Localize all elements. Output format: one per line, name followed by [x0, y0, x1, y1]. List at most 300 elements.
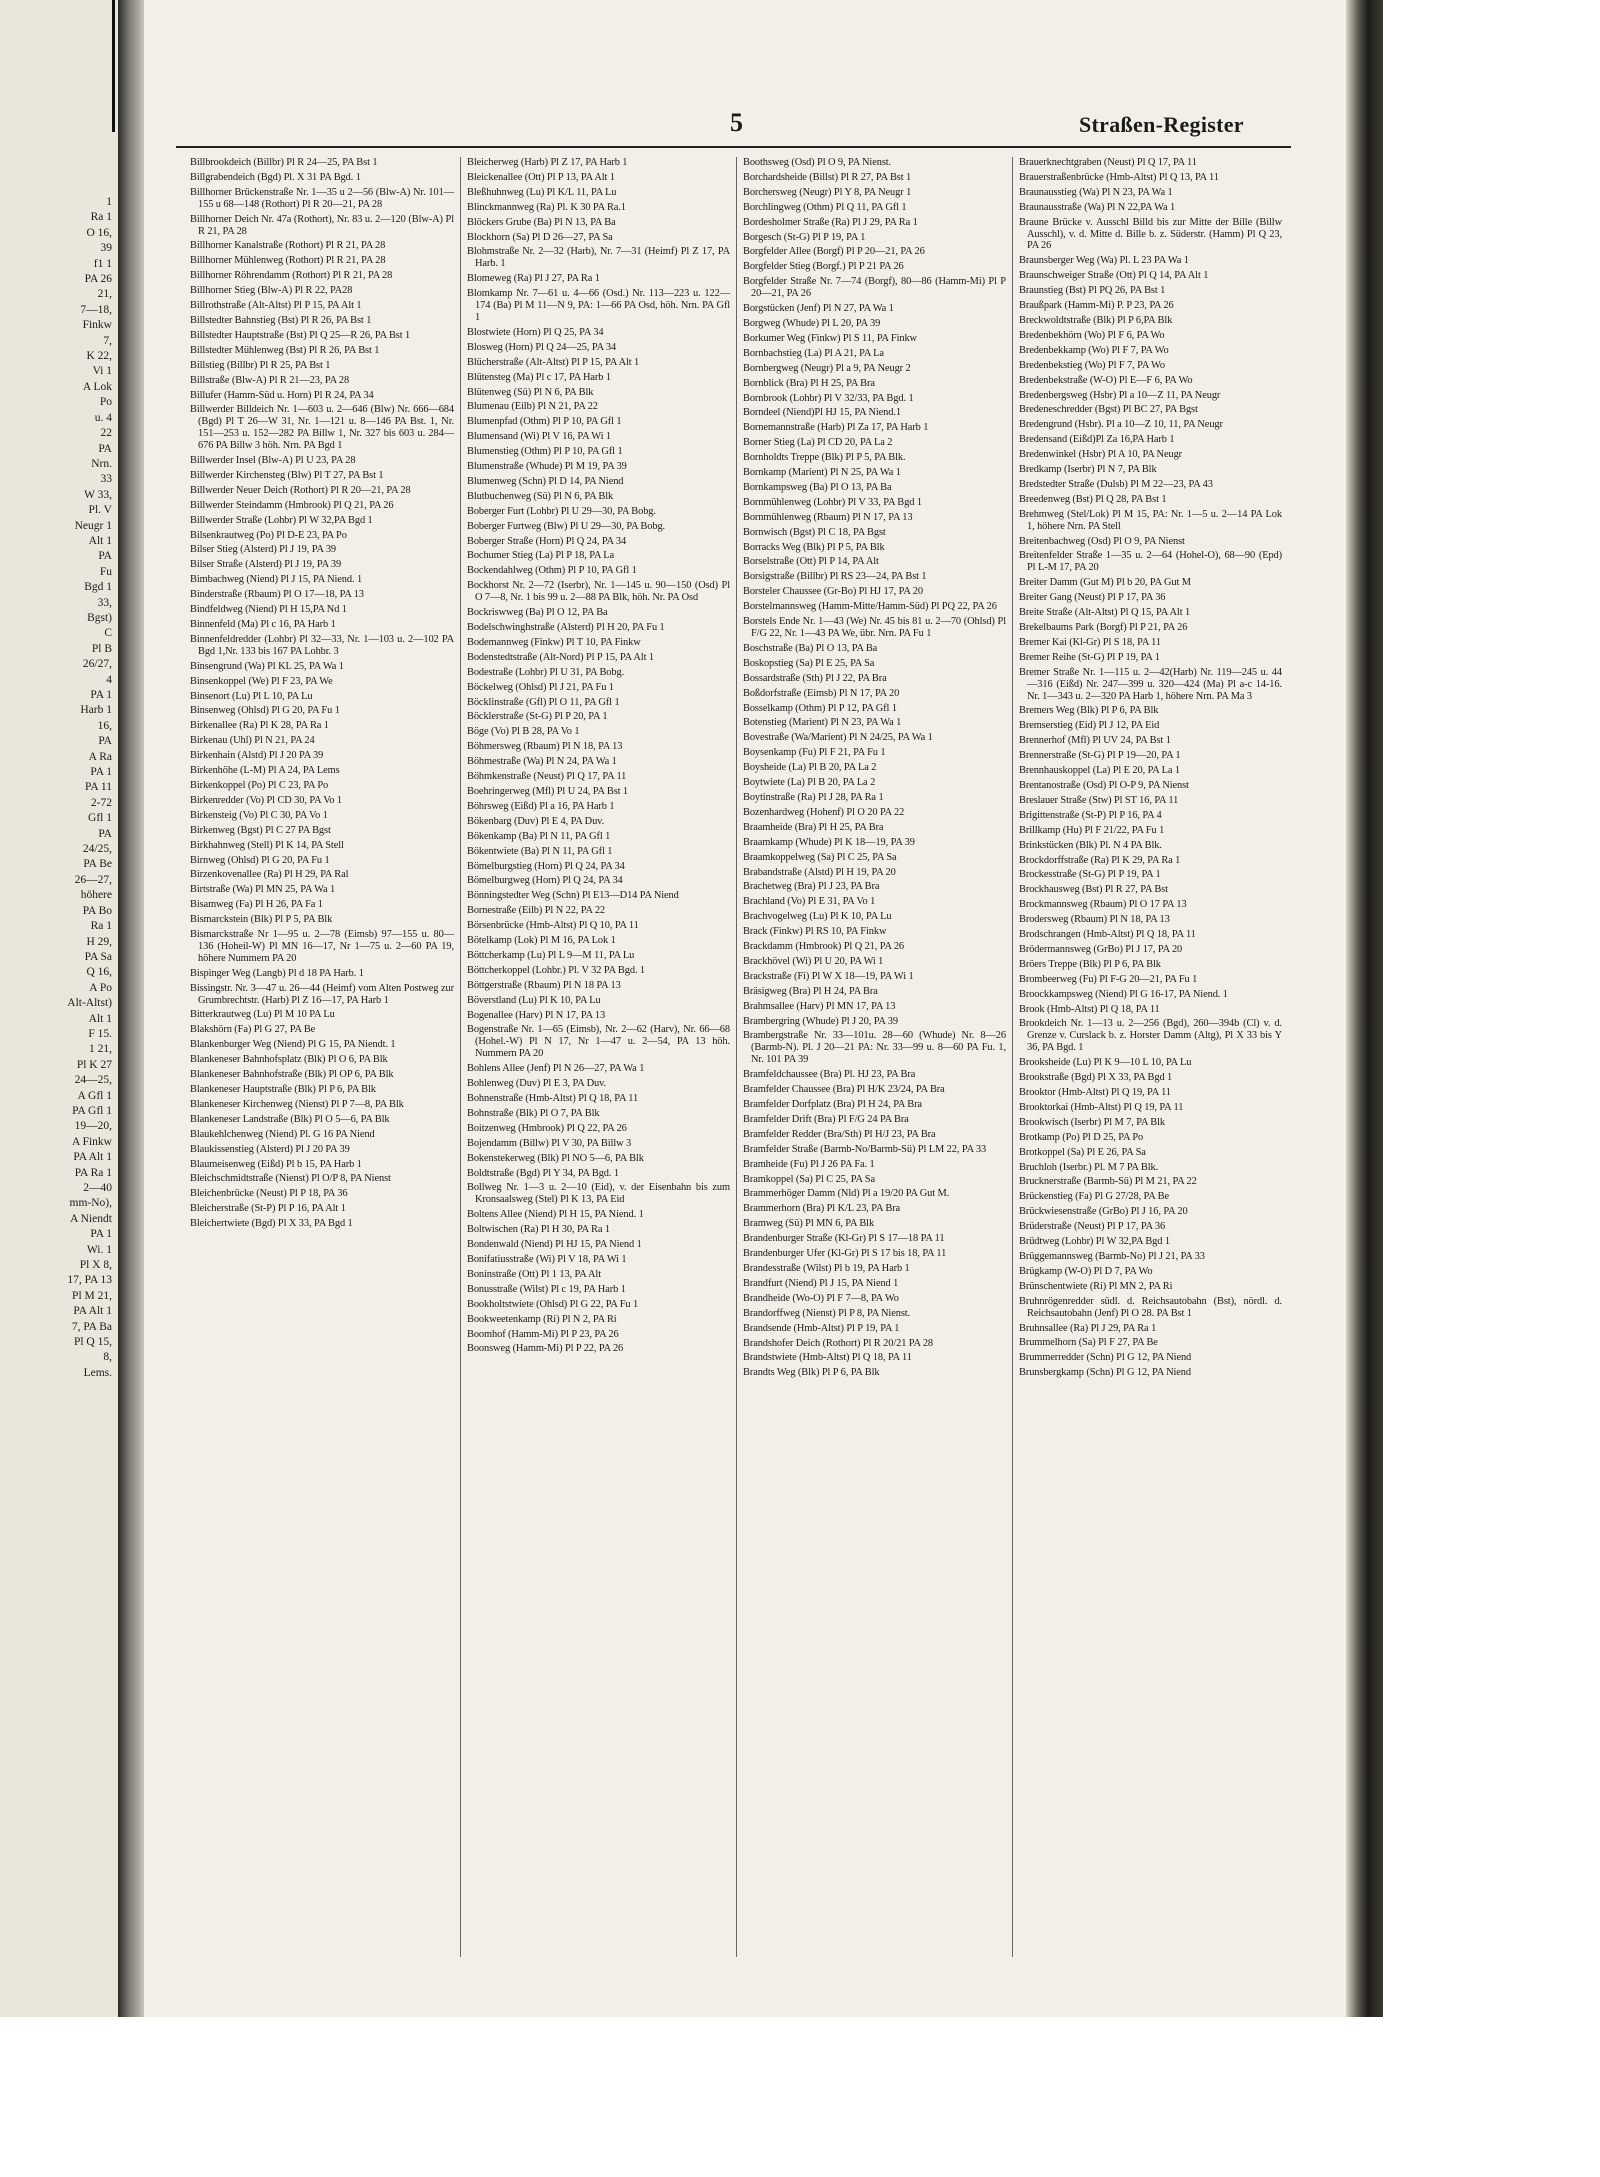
- street-entry: Billstieg (Billbr) Pl R 25, PA Bst 1: [190, 359, 331, 371]
- street-entry: Blostwiete (Horn) Pl Q 25, PA 34: [467, 326, 604, 338]
- street-entry: Blaukehlchenweg (Niend) Pl. G 16 PA Niend: [190, 1128, 375, 1140]
- street-entry: Boothsweg (Osd) Pl O 9, PA Nienst.: [743, 157, 892, 168]
- street-entry: Böcklerstraße (St-G) Pl P 20, PA 1: [467, 711, 608, 723]
- street-entry: Bredeneschredder (Bgst) Pl BC 27, PA Bgst: [1019, 404, 1198, 416]
- fragment-line: 2-72: [90, 796, 112, 809]
- street-entry: Braunsberger Weg (Wa) Pl. L 23 PA Wa 1: [1019, 255, 1189, 267]
- street-entry: Brennerstraße (St-G) Pl P 19—20, PA 1: [1019, 750, 1181, 762]
- street-entry: Brandenburger Ufer (Kl-Gr) Pl S 17 bis 18, PA 11: [743, 1248, 947, 1260]
- street-entry: Bispinger Weg (Langb) Pl d 18 PA Harb. 1: [190, 967, 364, 979]
- street-entry: Bilser Stieg (Alsterd) Pl J 19, PA 39: [190, 544, 337, 556]
- street-entry: Brehmweg (Stel/Lok) Pl M 15, PA: Nr. 1—5 u. 2—14 PA Lok 1, höhere Nrn. PA Stell: [1019, 508, 1282, 532]
- street-entry: Borkumer Weg (Finkw) Pl S 11, PA Finkw: [743, 332, 917, 344]
- street-entry: Brucknerstraße (Barmb-Sü) Pl M 21, PA 22: [1019, 1176, 1197, 1188]
- street-entry: Birkhahnweg (Stell) Pl K 14, PA Stell: [190, 839, 344, 851]
- street-entry: Boldtstraße (Bgd) Pl Y 34, PA Bgd. 1: [467, 1167, 619, 1179]
- street-entry: Brotkoppel (Sa) Pl E 26, PA Sa: [1019, 1146, 1146, 1158]
- street-entry: Billstedter Hauptstraße (Bst) Pl Q 25—R 26, PA Bst 1: [190, 329, 411, 341]
- fragment-line: A Gfl 1: [77, 1089, 112, 1102]
- fragment-line: Finkw: [82, 319, 112, 332]
- street-entry: Brekelbaums Park (Borgf) Pl P 21, PA 26: [1019, 622, 1188, 633]
- street-entry: Boberger Straße (Horn) Pl Q 24, PA 34: [467, 535, 627, 547]
- street-entry: Brillkamp (Hu) Pl F 21/22, PA Fu 1: [1019, 824, 1165, 836]
- fragment-line: Bgd 1: [84, 581, 112, 594]
- street-entry: Bramfelder Straße (Barmb-No/Barmb-Sü) Pl LM 22, PA 33: [743, 1143, 987, 1155]
- street-entry: Bönningstedter Weg (Schn) Pl E13—D14 PA Niend: [467, 890, 679, 902]
- street-entry: Billhorner Röhrendamm (Rothort) Pl R 21, PA 28: [190, 270, 393, 282]
- street-entry: Blaumeisenweg (Eißd) Pl b 15, PA Harb 1: [190, 1158, 362, 1170]
- street-entry: Blankenburger Weg (Niend) Pl G 15, PA Niendt. 1: [190, 1039, 396, 1051]
- street-entry: Blutbuchenweg (Sü) Pl N 6, PA Blk: [467, 490, 614, 502]
- fragment-line: PA 26: [84, 273, 112, 286]
- fragment-line: 26—27,: [74, 873, 112, 886]
- street-entry: Braamheide (Bra) Pl H 25, PA Bra: [743, 821, 884, 833]
- street-entry: Breiter Damm (Gut M) Pl b 20, PA Gut M: [1019, 577, 1191, 589]
- street-entry: Bodenstedtstraße (Alt-Nord) Pl P 15, PA Alt 1: [467, 651, 654, 663]
- street-entry: Bornbrook (Lohbr) Pl V 32/33, PA Bgd. 1: [743, 392, 914, 404]
- running-title: Straßen-Register: [1079, 112, 1244, 137]
- street-entry: Borndeel (Niend)Pl HJ 15, PA Niend.1: [743, 407, 901, 419]
- street-entry: Boonsweg (Hamm-Mi) Pl P 22, PA 26: [467, 1343, 624, 1355]
- street-entry: Blankeneser Bahnhofsplatz (Blk) Pl O 6, PA Blk: [190, 1054, 388, 1066]
- fragment-line: K 22,: [86, 350, 112, 363]
- street-entry: Brammerhöger Damm (Nld) Pl a 19/20 PA Gut M.: [743, 1188, 950, 1200]
- street-entry: Bruchloh (Iserbr.) Pl. M 7 PA Blk.: [1019, 1161, 1159, 1173]
- street-entry: Bredenwinkel (Hsbr) Pl A 10, PA Neugr: [1019, 449, 1183, 461]
- street-entry: Braunausstraße (Wa) Pl N 22,PA Wa 1: [1019, 201, 1176, 213]
- fragment-line: O 16,: [86, 226, 112, 239]
- street-entry: Billhorner Kanalstraße (Rothort) Pl R 21, PA 28: [190, 240, 386, 252]
- street-entry: Blankeneser Bahnhofstraße (Blk) Pl OP 6, PA Blk: [190, 1069, 394, 1081]
- street-entry: Boysheide (La) Pl B 20, PA La 2: [743, 762, 877, 774]
- street-entry: Böhmersweg (Rbaum) Pl N 18, PA 13: [467, 741, 623, 753]
- street-entry: Brockmannsweg (Rbaum) Pl O 17 PA 13: [1019, 899, 1187, 911]
- street-entry: Boltens Allee (Niend) Pl H 15, PA Niend. 1: [467, 1209, 644, 1221]
- street-entry: Bleichenbrücke (Neust) Pl P 18, PA 36: [190, 1188, 348, 1200]
- street-entry: Bornkamp (Marient) Pl N 25, PA Wa 1: [743, 467, 901, 479]
- street-entry: Borchardsheide (Billst) Pl R 27, PA Bst 1: [743, 171, 912, 183]
- fragment-line: Harb 1: [80, 704, 112, 717]
- street-entry: Brüdtweg (Lohbr) Pl W 32,PA Bgd 1: [1019, 1236, 1170, 1248]
- street-entry: Blohmstraße Nr. 2—32 (Harb), Nr. 7—31 (Heimf) Pl Z 17, PA Harb. 1: [467, 246, 730, 270]
- street-entry: Bökenkamp (Ba) Pl N 11, PA Gfl 1: [467, 830, 611, 842]
- street-entry: Brinkstücken (Blk) Pl. N 4 PA Blk.: [1019, 839, 1162, 851]
- street-entry: Borgfelder Straße Nr. 7—74 (Borgf), 80—86 (Hamm-Mi) Pl P 20—21, PA 26: [743, 276, 1006, 300]
- street-entry: Brooktor (Hmb-Altst) Pl Q 19, PA 11: [1019, 1087, 1171, 1098]
- street-entry: Brückwiesenstraße (GrBo) Pl J 16, PA 20: [1019, 1206, 1188, 1218]
- street-entry: Brooksheide (Lu) Pl K 9—10 L 10, PA Lu: [1019, 1057, 1192, 1069]
- street-entry: Binsengrund (Wa) Pl KL 25, PA Wa 1: [190, 660, 344, 672]
- street-entry: Brombeerweg (Fu) Pl F-G 20—21, PA Fu 1: [1019, 973, 1198, 985]
- street-entry: Bredengrund (Hsbr). Pl a 10—Z 10, 11, PA Neugr: [1019, 419, 1223, 431]
- street-entry: Bornbachstieg (La) Pl A 21, PA La: [743, 347, 884, 359]
- street-entry: Bramweg (Sü) Pl MN 6, PA Blk: [743, 1218, 875, 1230]
- street-entry: Brückenstieg (Fa) Pl G 27/28, PA Be: [1019, 1191, 1169, 1203]
- street-entry: Billrothstraße (Alt-Altst) Pl P 15, PA Alt 1: [190, 300, 362, 312]
- street-entry: Blütensteg (Ma) Pl c 17, PA Harb 1: [467, 371, 611, 383]
- street-entry: Billwerder Kirchensteg (Blw) Pl T 27, PA Bst 1: [190, 469, 384, 481]
- street-entry: Bohlenweg (Duv) Pl E 3, PA Duv.: [467, 1078, 607, 1090]
- fragment-line: 1: [106, 196, 112, 208]
- street-entry: Brahmsallee (Harv) Pl MN 17, PA 13: [743, 1000, 896, 1012]
- street-entry: Borstelmannsweg (Hamm-Mitte/Hamm-Süd) Pl PQ 22, PA 26: [743, 601, 997, 613]
- fragment-line: Po: [99, 396, 112, 409]
- register-column-4: [1012, 157, 1288, 1957]
- street-entry: Brandesstraße (Wilst) Pl b 19, PA Harb 1: [743, 1262, 910, 1274]
- street-entry: Brachetweg (Bra) Pl J 23, PA Bra: [743, 881, 880, 893]
- previous-page-rule: [0, 0, 115, 132]
- street-entry: Bonifatiusstraße (Wi) Pl V 18, PA Wi 1: [467, 1253, 627, 1265]
- street-entry: Braunschweiger Straße (Ott) Pl Q 14, PA Alt 1: [1019, 270, 1209, 282]
- street-entry: Brigittenstraße (St-P) Pl P 16, PA 4: [1019, 809, 1162, 821]
- register-columns: [184, 157, 1291, 1957]
- street-entry: Bremer Reihe (St-G) Pl P 19, PA 1: [1019, 651, 1160, 663]
- header-rule: [176, 146, 1291, 148]
- street-entry: Bleicherweg (Harb) Pl Z 17, PA Harb 1: [467, 157, 628, 168]
- fragment-line: 22: [100, 427, 112, 440]
- street-entry: Bookholtstwiete (Ohlsd) Pl G 22, PA Fu 1: [467, 1298, 639, 1310]
- street-entry: Bitterkrautweg (Lu) Pl M 10 PA Lu: [190, 1009, 335, 1021]
- street-entry: Boninstraße (Ott) Pl 1 13, PA Alt: [467, 1268, 602, 1280]
- street-entry: Bökentwiete (Ba) Pl N 11, PA Gfl 1: [467, 845, 613, 857]
- street-entry: Billwerder Insel (Blw-A) Pl U 23, PA 28: [190, 455, 356, 467]
- street-entry: Bredensand (Eißd)Pl Za 16,PA Harb 1: [1019, 434, 1175, 446]
- street-entry: Böttcherkamp (Lu) Pl L 9—M 11, PA Lu: [467, 949, 635, 961]
- street-entry: Blücherstraße (Alt-Altst) Pl P 15, PA Alt 1: [467, 356, 640, 368]
- fragment-line: Pl X 8,: [79, 1259, 112, 1272]
- street-entry: Braune Brücke v. Ausschl Billd bis zur Mitte der Bille (Billw Ausschl), v. d. Mitte d. Bille b. z. Süderstr. (Hamm) Pl Q 23, PA 26: [1019, 216, 1282, 252]
- street-entry: Bömelburgweg (Horn) Pl Q 24, PA 34: [467, 875, 623, 887]
- street-entry: Boitzenweg (Hmbrook) Pl Q 22, PA 26: [467, 1122, 627, 1134]
- street-entry: Blakshörn (Fa) Pl G 27, PA Be: [190, 1024, 316, 1036]
- street-entry: Brauerknechtgraben (Neust) Pl Q 17, PA 11: [1019, 157, 1197, 168]
- street-entry: Braußpark (Hamm-Mi) P. P 23, PA 26: [1019, 300, 1174, 312]
- street-entry: Binnenfeldredder (Lohbr) Pl 32—33, Nr. 1—103 u. 2—102 PA Bgd 1,Nr. 133 bis 167 PA Lohbr. 3: [190, 633, 454, 657]
- street-entry: Bohlens Allee (Jenf) Pl N 26—27, PA Wa 1: [467, 1063, 645, 1075]
- street-entry: Boberger Furtweg (Blw) Pl U 29—30, PA Bobg.: [467, 520, 666, 532]
- street-entry: Birkenhain (Alstd) Pl J 20 PA 39: [190, 750, 324, 762]
- street-entry: Bramfelder Drift (Bra) Pl F/G 24 PA Bra: [743, 1113, 909, 1125]
- book-gutter: [118, 0, 144, 2017]
- fragment-line: Alt 1: [88, 534, 112, 547]
- street-entry: Breitenbachweg (Osd) Pl O 9, PA Nienst: [1019, 535, 1185, 547]
- street-entry: Brachland (Vo) Pl E 31, PA Vo 1: [743, 896, 876, 908]
- street-entry: Brack (Finkw) Pl RS 10, PA Finkw: [743, 926, 887, 938]
- street-entry: Böckelweg (Ohlsd) Pl J 21, PA Fu 1: [467, 681, 614, 693]
- street-entry: Billstedter Bahnstieg (Bst) Pl R 26, PA Bst 1: [190, 314, 372, 326]
- street-entry: Brandstwiete (Hmb-Altst) Pl Q 18, PA 11: [743, 1352, 912, 1364]
- fragment-line: W 33,: [84, 488, 112, 501]
- street-entry: Bredstedter Straße (Dulsb) Pl M 22—23, PA 43: [1019, 478, 1213, 490]
- fragment-line: PA Gfl 1: [72, 1104, 112, 1117]
- street-entry: Boehringerweg (Mfl) Pl U 24, PA Bst 1: [467, 785, 629, 797]
- fragment-line: 33: [100, 473, 112, 486]
- street-entry: Bossardstraße (Sth) Pl J 22, PA Bra: [743, 672, 887, 684]
- fragment-line: PA 1: [90, 766, 112, 779]
- street-entry: Börsenbrücke (Hmb-Altst) Pl Q 10, PA 11: [467, 920, 639, 932]
- street-entry: Bismarckstein (Blk) Pl P 5, PA Blk: [190, 914, 333, 926]
- street-entry: Brennerhof (Mfl) Pl UV 24, PA Bst 1: [1019, 735, 1171, 747]
- street-entry: Birkenallee (Ra) Pl K 28, PA Ra 1: [190, 720, 329, 732]
- street-entry: Brandsende (Hmb-Altst) Pl P 19, PA 1: [743, 1322, 900, 1334]
- fragment-line: 24/25,: [82, 843, 112, 856]
- street-entry: Bilsenkrautweg (Po) Pl D-E 23, PA Po: [190, 529, 347, 541]
- street-entry: Bramfelder Chaussee (Bra) Pl H/K 23/24, PA Bra: [743, 1084, 945, 1096]
- street-entry: Bredenbekkamp (Wo) Pl F 7, PA Wo: [1019, 344, 1169, 356]
- street-entry: Brackdamm (Hmbrook) Pl Q 21, PA 26: [743, 941, 905, 953]
- fragment-line: PA: [98, 442, 112, 455]
- street-entry: Birkenredder (Vo) Pl CD 30, PA Vo 1: [190, 794, 342, 806]
- street-entry: Bleichertwiete (Bgd) Pl X 33, PA Bgd 1: [190, 1218, 353, 1230]
- street-entry: Boytinstraße (Ra) Pl J 28, PA Ra 1: [743, 791, 884, 803]
- street-entry: Brookstraße (Bgd) Pl X 33, PA Bgd 1: [1019, 1072, 1173, 1084]
- street-entry: Brandts Weg (Blk) Pl P 6, PA Blk: [743, 1367, 880, 1379]
- street-entry: Bogenallee (Harv) Pl N 17, PA 13: [467, 1009, 606, 1021]
- fragment-line: Pl K 27: [76, 1058, 112, 1071]
- street-entry: Blumenpfad (Othm) Pl P 10, PA Gfl 1: [467, 416, 622, 428]
- street-entry: Blomkamp Nr. 7—61 u. 4—66 (Osd.) Nr. 113—223 u. 122—174 (Ba) Pl M 11—N 9, PA: 1—66 PA Osd, höh. Nrn. PA Gfl 1: [467, 288, 730, 323]
- street-entry: Bramfelder Dorfplatz (Bra) Pl H 24, PA Bra: [743, 1099, 922, 1110]
- street-entry: Bojendamm (Billw) Pl V 30, PA Billw 3: [467, 1137, 632, 1149]
- street-entry: Billufer (Hamm-Süd u. Horn) Pl R 24, PA 34: [190, 389, 374, 401]
- street-entry: Bockriswweg (Ba) Pl O 12, PA Ba: [467, 607, 608, 619]
- fragment-line: 4: [106, 673, 112, 686]
- fragment-line: A Ra: [88, 750, 112, 763]
- street-entry: Böcklinstraße (Gfl) Pl O 11, PA Gfl 1: [467, 696, 620, 708]
- street-entry: Blaukissenstieg (Alsterd) Pl J 20 PA 39: [190, 1143, 350, 1155]
- street-entry: Bosselkamp (Othm) Pl P 12, PA Gfl 1: [743, 702, 897, 714]
- fragment-line: Ra 1: [90, 920, 112, 933]
- street-entry: Brauerstraßenbrücke (Hmb-Altst) Pl Q 13, PA 11: [1019, 171, 1219, 183]
- street-entry: Bismarckstraße Nr 1—95 u. 2—78 (Eimsb) 97—155 u. 80—136 (Hoheil-W) Pl MN 16—17, Nr 1—75 u. 2—60 PA 19, höhere Nummern PA 20: [190, 929, 454, 964]
- fragment-line: Vi 1: [92, 365, 112, 378]
- street-entry: Brandorffweg (Nienst) Pl P 8, PA Nienst.: [743, 1307, 911, 1319]
- street-entry: Blumenstraße (Whude) Pl M 19, PA 39: [467, 461, 627, 473]
- street-entry: Braunstieg (Bst) Pl PQ 26, PA Bst 1: [1019, 285, 1166, 297]
- street-entry: Brummerredder (Schn) Pl G 12, PA Niend: [1019, 1352, 1192, 1364]
- street-entry: Bornblick (Bra) Pl H 25, PA Bra: [743, 377, 875, 389]
- fragment-line: 8,: [103, 1351, 112, 1364]
- street-entry: Bockhorst Nr. 2—72 (Iserbr), Nr. 1—145 u. 90—150 (Osd) Pl O 7—8, Nr. 1 bis 99 u. 2—88 PA Blk, höh. Nr. PA Osd: [467, 580, 730, 604]
- street-entry: Blumenweg (Schn) Pl D 14, PA Niend: [467, 475, 624, 487]
- street-entry: Brandfurt (Niend) Pl J 15, PA Niend 1: [743, 1277, 899, 1289]
- fragment-line: Alt-Altst): [67, 997, 112, 1010]
- street-entry: Bleichschmidtstraße (Nienst) Pl O/P 8, PA Nienst: [190, 1173, 391, 1185]
- fragment-line: A Finkw: [72, 1135, 112, 1148]
- street-entry: Bovestraße (Wa/Marient) Pl N 24/25, PA Wa 1: [743, 732, 933, 744]
- street-entry: Blumenau (Eilb) Pl N 21, PA 22: [467, 401, 598, 413]
- street-entry: Billhorner Stieg (Blw-A) Pl R 22, PA28: [190, 285, 353, 297]
- street-entry: Blumensand (Wi) Pl V 16, PA Wi 1: [467, 431, 611, 443]
- street-entry: Brackhövel (Wi) Pl U 20, PA Wi 1: [743, 955, 884, 967]
- street-entry: Borracks Weg (Blk) Pl P 5, PA Blk: [743, 541, 885, 553]
- street-entry: Boytwiete (La) Pl B 20, PA La 2: [743, 777, 876, 789]
- street-entry: Bramfelder Redder (Bra/Sth) Pl H/J 23, PA Bra: [743, 1128, 936, 1140]
- street-entry: Borgesch (St-G) Pl P 19, PA 1: [743, 231, 866, 243]
- street-entry: Bredenbergsweg (Hsbr) Pl a 10—Z 11, PA Neugr: [1019, 389, 1221, 401]
- street-entry: Bornmühlenweg (Rbaum) Pl N 17, PA 13: [743, 511, 913, 523]
- street-entry: Borgfelder Stieg (Borgf.) Pl P 21 PA 26: [743, 261, 904, 273]
- street-entry: Birzenkovenallee (Ra) Pl H 29, PA Ral: [190, 869, 349, 881]
- street-entry: Bömelburgstieg (Horn) Pl Q 24, PA 34: [467, 860, 625, 872]
- street-entry: Böhmestraße (Wa) Pl N 24, PA Wa 1: [467, 756, 617, 768]
- street-entry: Bockendahlweg (Othm) Pl P 10, PA Gfl 1: [467, 565, 637, 577]
- street-entry: Borstels Ende Nr. 1—43 (We) Nr. 45 bis 81 u. 2—70 (Ohlsd) Pl F/G 22, Nr. 1—43 PA We, übr. Nrn. PA Fu 1: [743, 616, 1006, 639]
- street-entry: Brook (Hmb-Altst) Pl Q 18, PA 11: [1019, 1003, 1160, 1015]
- street-entry: Böhrsweg (Eißd) Pl a 16, PA Harb 1: [467, 800, 615, 812]
- street-entry: Birkensteig (Vo) Pl C 30, PA Vo 1: [190, 809, 328, 821]
- street-entry: Brandheide (Wo-O) Pl F 7—8, PA Wo: [743, 1292, 899, 1304]
- street-entry: Brachvogelweg (Lu) Pl K 10, PA Lu: [743, 911, 892, 923]
- street-entry: Boberger Furt (Lohbr) Pl U 29—30, PA Bobg.: [467, 505, 656, 517]
- fragment-line: PA Bo: [82, 904, 112, 917]
- street-entry: Bodelschwinghstraße (Alsterd) Pl H 20, PA Fu 1: [467, 622, 665, 633]
- street-entry: Boskopstieg (Sa) Pl E 25, PA Sa: [743, 657, 875, 669]
- street-entry: Brambergstraße Nr. 33—101u. 28—60 (Whude) Nr. 8—26 (Barmb-N). Pl. J 20—21 PA: Nr. 33—99 u. 8—60 PA Fu. 1, Nr. 101 PA 39: [743, 1030, 1006, 1066]
- street-entry: Birkenau (Uhl) Pl N 21, PA 24: [190, 735, 315, 747]
- street-entry: Bornbergweg (Neugr) Pl a 9, PA Neugr 2: [743, 362, 911, 374]
- street-entry: Bornmühlenweg (Lohbr) Pl V 33, PA Bgd 1: [743, 496, 922, 508]
- street-entry: Bissingstr. Nr. 3—47 u. 26—44 (Heimf) vom Alten Postweg zur Grumbrechtstr. (Harb) Pl Z 16—17, PA Harb 1: [190, 982, 454, 1006]
- street-entry: Billwerder Steindamm (Hmbrook) Pl Q 21, PA 26: [190, 499, 394, 511]
- street-register-page: [144, 0, 1346, 2017]
- fragment-line: 2—40: [83, 1182, 112, 1194]
- street-entry: Bökenbarg (Duv) Pl E 4, PA Duv.: [467, 815, 605, 827]
- street-entry: Bondenwald (Niend) Pl HJ 15, PA Niend 1: [467, 1239, 642, 1251]
- fragment-line: f1 1: [93, 257, 112, 270]
- fragment-line: Pl B: [91, 642, 112, 655]
- street-entry: Billwerder Neuer Deich (Rothort) Pl R 20—21, PA 28: [190, 484, 411, 496]
- fragment-line: 21,: [97, 288, 112, 301]
- street-entry: Bröers Treppe (Blk) Pl P 6, PA Blk: [1019, 958, 1161, 970]
- fragment-line: Pl M 21,: [72, 1289, 112, 1302]
- street-entry: Braamkamp (Whude) Pl K 18—19, PA 39: [743, 836, 915, 848]
- street-entry: Brockhausweg (Bst) Pl R 27, PA Bst: [1019, 884, 1168, 896]
- street-entry: Billstraße (Blw-A) Pl R 21—23, PA 28: [190, 374, 350, 386]
- street-entry: Brotkamp (Po) Pl D 25, PA Po: [1019, 1131, 1144, 1143]
- street-entry: Blöckers Grube (Ba) Pl N 13, PA Ba: [467, 216, 616, 228]
- street-entry: Bleicherstraße (St-P) Pl P 16, PA Alt 1: [190, 1203, 346, 1215]
- street-entry: Binsenkoppel (We) Pl F 23, PA We: [190, 675, 333, 687]
- street-entry: Bilser Straße (Alsterd) Pl J 19, PA 39: [190, 559, 342, 571]
- street-entry: Birtstraße (Wa) Pl MN 25, PA Wa 1: [190, 884, 336, 896]
- street-entry: Braamkoppelweg (Sa) Pl C 25, PA Sa: [743, 851, 897, 863]
- fragment-line: A Lok: [82, 380, 112, 393]
- street-entry: Brabandstraße (Alstd) Pl H 19, PA 20: [743, 866, 896, 878]
- fragment-line: PA Ra 1: [74, 1166, 112, 1179]
- previous-page-edge: [0, 0, 118, 2017]
- street-entry: Bruhnrögenredder südl. d. Reichsautobahn (Bst), nördl. d. Reichsautobahn (Jenf) Pl O 28. PA Bst 1: [1019, 1295, 1282, 1319]
- street-entry: Borgstücken (Jenf) Pl N 27, PA Wa 1: [743, 303, 894, 315]
- street-entry: Blinckmannweg (Ra) Pl. K 30 PA Ra.1: [467, 201, 626, 213]
- street-entry: Billgrabendeich (Bgd) Pl. X 31 PA Bgd. 1: [190, 171, 361, 183]
- fragment-line: 19—20,: [74, 1120, 112, 1133]
- street-entry: Bodemannweg (Finkw) Pl T 10, PA Finkw: [467, 636, 641, 648]
- street-entry: Brennhauskoppel (La) Pl E 20, PA La 1: [1019, 765, 1180, 777]
- street-entry: Brooktorkai (Hmb-Altst) Pl Q 19, PA 11: [1019, 1101, 1184, 1113]
- street-entry: Blockhorn (Sa) Pl D 26—27, PA Sa: [467, 231, 613, 243]
- register-column-2: [460, 157, 736, 1957]
- fragment-line: A Po: [89, 981, 112, 994]
- fragment-line: PA 1: [90, 1228, 112, 1241]
- street-entry: Borsigstraße (Billbr) Pl RS 23—24, PA Bst 1: [743, 571, 927, 583]
- fragment-line: PA: [98, 827, 112, 840]
- street-entry: Brackstraße (Fi) Pl W X 18—19, PA Wi 1: [743, 970, 914, 982]
- street-entry: Borchersweg (Neugr) Pl Y 8, PA Neugr 1: [743, 186, 912, 198]
- street-entry: Brodersweg (Rbaum) Pl N 18, PA 13: [1019, 914, 1170, 926]
- street-entry: Binderstraße (Rbaum) Pl O 17—18, PA 13: [190, 589, 364, 601]
- fragment-line: PA 1: [90, 689, 112, 701]
- street-entry: Brandenburger Straße (Kl-Gr) Pl S 17—18 PA 11: [743, 1233, 945, 1245]
- street-entry: Billstedter Mühlenweg (Bst) Pl R 26, PA Bst 1: [190, 344, 380, 356]
- fragment-line: PA: [98, 550, 112, 563]
- street-entry: Binnenfeld (Ma) Pl c 16, PA Harb 1: [190, 619, 336, 630]
- street-entry: Botenstieg (Marient) Pl N 23, PA Wa 1: [743, 717, 902, 729]
- fragment-line: Nrn.: [91, 457, 112, 470]
- street-entry: Bozenhardweg (Hohenf) Pl O 20 PA 22: [743, 806, 905, 818]
- street-entry: Birkenhöhe (L-M) Pl A 24, PA Lems: [190, 765, 340, 777]
- fragment-line: Neugr 1: [74, 519, 112, 532]
- street-entry: Billwerder Straße (Lohbr) Pl W 32,PA Bgd 1: [190, 514, 373, 526]
- fragment-line: Ra 1: [90, 211, 112, 224]
- fragment-line: 7,: [103, 334, 112, 347]
- fragment-line: PA Be: [83, 858, 112, 871]
- street-entry: Binsenort (Lu) Pl L 10, PA Lu: [190, 690, 313, 702]
- fragment-line: 17, PA 13: [67, 1274, 112, 1287]
- street-entry: Bremserstieg (Eid) Pl J 12, PA Eid: [1019, 720, 1160, 732]
- fragment-line: 7, PA Ba: [71, 1320, 112, 1333]
- street-entry: Blosweg (Horn) Pl Q 24—25, PA 34: [467, 341, 617, 353]
- street-entry: Böttcherkoppel (Lohbr.) Pl. V 32 PA Bgd. 1: [467, 964, 646, 976]
- fragment-line: PA 11: [85, 781, 112, 794]
- street-entry: Billhorner Brückenstraße Nr. 1—35 u 2—56 (Blw-A) Nr. 101—155 u 68—148 (Rothort) Pl R 20—21, PA 28: [190, 186, 454, 210]
- street-entry: Borner Stieg (La) Pl CD 20, PA La 2: [743, 437, 893, 449]
- street-entry: Bisamweg (Fa) Pl H 26, PA Fa 1: [190, 899, 323, 911]
- street-entry: Birkenweg (Bgst) Pl C 27 PA Bgst: [190, 824, 331, 836]
- street-entry: Böttgerstraße (Rbaum) Pl N 18 PA 13: [467, 979, 621, 991]
- fragment-line: Fu: [99, 565, 112, 578]
- previous-page-fragments: [17, 195, 112, 1381]
- street-entry: Breedenweg (Bst) Pl Q 28, PA Bst 1: [1019, 493, 1167, 505]
- street-entry: Birkenkoppel (Po) Pl C 23, PA Po: [190, 779, 329, 791]
- fragment-line: u. 4: [94, 411, 112, 424]
- street-entry: Bramkoppel (Sa) Pl C 25, PA Sa: [743, 1173, 875, 1185]
- street-entry: Böhmkenstraße (Neust) Pl Q 17, PA 11: [467, 771, 627, 783]
- street-entry: Bornemannstraße (Harb) Pl Za 17, PA Harb 1: [743, 422, 929, 434]
- street-entry: Böverstland (Lu) Pl K 10, PA Lu: [467, 994, 601, 1006]
- street-entry: Brammerhorn (Bra) Pl K/L 23, PA Bra: [743, 1203, 901, 1215]
- street-entry: Boßdorfstraße (Eimsb) Pl N 17, PA 20: [743, 687, 900, 699]
- street-entry: Boomhof (Hamm-Mi) Pl P 23, PA 26: [467, 1328, 619, 1340]
- street-entry: Borchlingweg (Othm) Pl Q 11, PA Gfl 1: [743, 201, 907, 213]
- fragment-line: 26/27,: [82, 658, 112, 671]
- street-entry: Bredenbekstieg (Wo) Pl F 7, PA Wo: [1019, 359, 1165, 371]
- street-entry: Breckwoldtstraße (Blk) Pl P 6,PA Blk: [1019, 314, 1173, 326]
- fragment-line: Wi. 1: [86, 1243, 112, 1256]
- street-entry: Breite Straße (Alt-Altst) Pl Q 15, PA Alt 1: [1019, 607, 1191, 619]
- fragment-line: PA Alt 1: [73, 1305, 112, 1318]
- street-entry: Bremer Kai (Kl-Gr) Pl S 18, PA 11: [1019, 636, 1161, 648]
- street-entry: Bindfeldweg (Niend) Pl H 15,PA Nd 1: [190, 604, 347, 616]
- street-entry: Brockesstraße (St-G) Pl P 19, PA 1: [1019, 869, 1161, 881]
- street-entry: Borgfelder Allee (Borgf) Pl P 20—21, PA 26: [743, 246, 925, 258]
- fragment-line: PA Alt 1: [73, 1151, 112, 1164]
- fragment-line: PA: [98, 735, 112, 748]
- street-entry: Binsenweg (Ohlsd) Pl G 20, PA Fu 1: [190, 705, 340, 717]
- street-entry: Borgweg (Whude) Pl L 20, PA 39: [743, 317, 881, 329]
- fragment-line: Pl. V: [88, 504, 112, 517]
- street-entry: Breslauer Straße (Stw) Pl ST 16, PA 11: [1019, 794, 1179, 806]
